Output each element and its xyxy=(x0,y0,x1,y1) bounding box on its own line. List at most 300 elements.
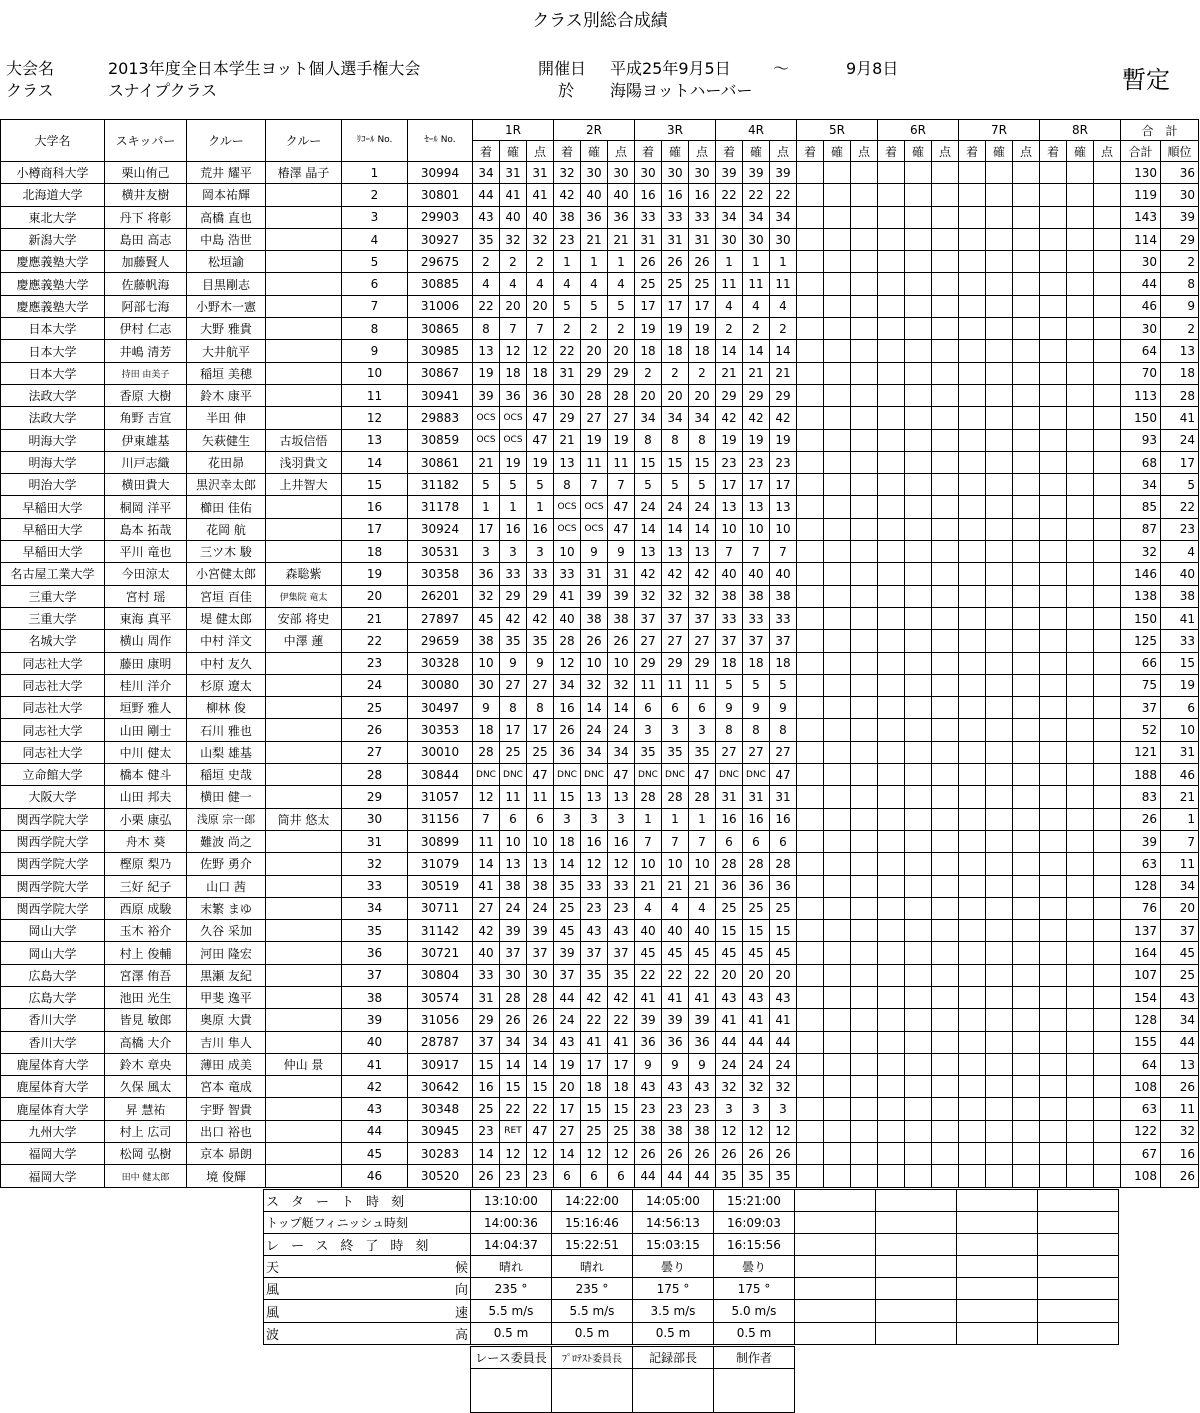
crew-cell: 高橋 直也 xyxy=(187,206,266,228)
race-score-cell xyxy=(905,563,932,585)
race-condition-value: 晴れ xyxy=(471,1256,552,1278)
race-score-cell: 19 xyxy=(743,429,770,451)
race-score-cell: 26 xyxy=(608,630,635,652)
race-condition-value: 175 ° xyxy=(714,1278,795,1300)
race-score-cell: 14 xyxy=(689,518,716,540)
race-score-cell: 4 xyxy=(608,273,635,295)
race-score-cell: 6 xyxy=(689,697,716,719)
table-row xyxy=(1,518,1199,540)
race-score-cell xyxy=(959,1076,986,1098)
race-score-cell xyxy=(824,786,851,808)
race-score-cell xyxy=(1094,1098,1121,1120)
race-score-cell: 10 xyxy=(527,830,554,852)
race-score-cell xyxy=(824,808,851,830)
date-separator: ～ xyxy=(773,59,790,78)
race-score-cell xyxy=(797,1143,824,1165)
race-score-cell xyxy=(1013,1143,1040,1165)
race-score-cell: 17 xyxy=(770,474,797,496)
race-score-cell xyxy=(986,362,1013,384)
race-score-cell: 7 xyxy=(743,541,770,563)
race-score-cell xyxy=(851,607,878,629)
race-score-cell xyxy=(878,429,905,451)
race-score-cell: 21 xyxy=(608,228,635,250)
race-score-cell: 11 xyxy=(635,674,662,696)
race-score-cell: OCS xyxy=(581,496,608,518)
race-score-cell: 18 xyxy=(473,719,500,741)
race-score-cell: 4 xyxy=(500,273,527,295)
race-score-cell xyxy=(905,1098,932,1120)
race-score-cell xyxy=(851,541,878,563)
race-score-cell: 2 xyxy=(473,251,500,273)
race-score-cell: 21 xyxy=(662,875,689,897)
sail-no-cell: 30801 xyxy=(408,184,473,206)
race-score-cell xyxy=(1067,607,1094,629)
race-score-cell xyxy=(1094,518,1121,540)
race-score-cell: 47 xyxy=(527,764,554,786)
sail-no-cell: 30358 xyxy=(408,563,473,585)
skipper-cell: 田中 健太郎 xyxy=(105,1165,187,1187)
race-score-cell: 20 xyxy=(743,964,770,986)
race-score-cell: 27 xyxy=(608,407,635,429)
crew-cell xyxy=(266,674,342,696)
race-score-cell xyxy=(1013,853,1040,875)
crew-cell xyxy=(266,920,342,942)
table-row xyxy=(1,563,1199,585)
race-score-cell xyxy=(797,897,824,919)
race-score-cell xyxy=(905,853,932,875)
signature-label-race-committee: レース委員長 xyxy=(471,1347,552,1369)
race-score-cell xyxy=(932,942,959,964)
race-score-cell: 17 xyxy=(581,1053,608,1075)
race-score-cell: 12 xyxy=(581,1143,608,1165)
total-cell: 154 xyxy=(1121,986,1161,1008)
crew-cell xyxy=(266,541,342,563)
race-score-cell: 37 xyxy=(473,1031,500,1053)
recall-no-cell: 24 xyxy=(342,674,408,696)
race-score-cell xyxy=(932,228,959,250)
race-score-cell: 1 xyxy=(581,251,608,273)
race-score-cell: 44 xyxy=(743,1031,770,1053)
race-score-cell xyxy=(1067,674,1094,696)
race-score-cell xyxy=(986,652,1013,674)
race-score-cell: DNC xyxy=(500,764,527,786)
race-score-cell xyxy=(797,1076,824,1098)
race-score-cell: 15 xyxy=(716,920,743,942)
race-score-cell: 12 xyxy=(608,1143,635,1165)
race-score-cell xyxy=(878,830,905,852)
race-condition-value: 0.5 m xyxy=(633,1322,714,1344)
race-score-cell xyxy=(959,251,986,273)
race-score-cell xyxy=(1013,897,1040,919)
race-score-cell: 28 xyxy=(500,986,527,1008)
skipper-cell: 玉木 裕介 xyxy=(105,920,187,942)
race-score-cell: 19 xyxy=(527,451,554,473)
race-score-cell: 37 xyxy=(554,964,581,986)
race-score-cell: 19 xyxy=(608,429,635,451)
race-score-cell xyxy=(1094,206,1121,228)
column-subheader: 点 xyxy=(1013,141,1040,162)
university-cell: 法政大学 xyxy=(1,384,105,406)
race-score-cell xyxy=(1067,429,1094,451)
race-score-cell xyxy=(905,362,932,384)
race-score-cell xyxy=(1067,340,1094,362)
race-condition-value: 15:21:00 xyxy=(714,1190,795,1212)
sail-no-cell: 29675 xyxy=(408,251,473,273)
race-score-cell xyxy=(797,986,824,1008)
rank-cell: 24 xyxy=(1161,429,1199,451)
race-score-cell: 16 xyxy=(554,697,581,719)
race-score-cell xyxy=(1067,1165,1094,1187)
rank-cell: 13 xyxy=(1161,340,1199,362)
race-score-cell: 45 xyxy=(554,920,581,942)
race-score-cell xyxy=(797,719,824,741)
table-row xyxy=(1,273,1199,295)
table-row xyxy=(1,1120,1199,1142)
race-score-cell xyxy=(878,942,905,964)
race-score-cell: 40 xyxy=(608,184,635,206)
signature-label-records: 記録部長 xyxy=(633,1347,714,1369)
table-row xyxy=(1,697,1199,719)
race-score-cell: 3 xyxy=(500,541,527,563)
race-score-cell xyxy=(1013,273,1040,295)
crew-cell: 河田 隆宏 xyxy=(187,942,266,964)
recall-no-cell: 16 xyxy=(342,496,408,518)
column-header-skipper: スキッパー xyxy=(105,120,187,162)
race-score-cell: 25 xyxy=(716,897,743,919)
table-row xyxy=(1,942,1199,964)
race-score-cell: 40 xyxy=(743,563,770,585)
total-cell: 188 xyxy=(1121,764,1161,786)
race-score-cell xyxy=(986,986,1013,1008)
race-score-cell xyxy=(878,184,905,206)
race-score-cell xyxy=(1094,920,1121,942)
race-score-cell: 13 xyxy=(635,541,662,563)
column-header-race: 5R xyxy=(797,120,878,141)
race-score-cell: 45 xyxy=(689,942,716,964)
race-score-cell: 16 xyxy=(500,518,527,540)
race-score-cell xyxy=(986,630,1013,652)
university-cell: 早稲田大学 xyxy=(1,541,105,563)
race-score-cell: 13 xyxy=(716,496,743,518)
race-score-cell xyxy=(878,1076,905,1098)
race-score-cell xyxy=(959,986,986,1008)
race-score-cell: DNC xyxy=(716,764,743,786)
event-label: 大会名 xyxy=(6,59,55,78)
column-subheader: 点 xyxy=(851,141,878,162)
race-score-cell: 43 xyxy=(473,206,500,228)
race-score-cell: 29 xyxy=(608,362,635,384)
race-score-cell: 17 xyxy=(689,295,716,317)
race-score-cell xyxy=(824,1165,851,1187)
race-score-cell xyxy=(1013,719,1040,741)
race-score-cell: 39 xyxy=(527,920,554,942)
race-score-cell: 7 xyxy=(500,318,527,340)
race-score-cell xyxy=(1040,875,1067,897)
crew-cell xyxy=(266,228,342,250)
race-score-cell xyxy=(1094,674,1121,696)
race-score-cell xyxy=(851,184,878,206)
race-condition-value: 0.5 m xyxy=(714,1322,795,1344)
crew-cell xyxy=(266,853,342,875)
race-score-cell xyxy=(878,875,905,897)
race-score-cell xyxy=(851,251,878,273)
race-score-cell xyxy=(797,362,824,384)
race-score-cell: 2 xyxy=(743,318,770,340)
sail-no-cell: 31182 xyxy=(408,474,473,496)
race-condition-value xyxy=(1038,1190,1119,1212)
race-score-cell: 38 xyxy=(635,1120,662,1142)
skipper-cell: 村上 広司 xyxy=(105,1120,187,1142)
race-score-cell xyxy=(1067,897,1094,919)
race-score-cell xyxy=(959,786,986,808)
race-score-cell xyxy=(986,1076,1013,1098)
race-score-cell: 21 xyxy=(473,451,500,473)
race-score-cell xyxy=(932,407,959,429)
race-score-cell xyxy=(878,986,905,1008)
column-header-crew: クルー xyxy=(266,120,342,162)
race-score-cell xyxy=(959,674,986,696)
race-score-cell: 18 xyxy=(662,340,689,362)
race-score-cell xyxy=(824,429,851,451)
race-score-cell: 38 xyxy=(554,206,581,228)
race-score-cell xyxy=(878,1053,905,1075)
crew-cell: 山口 茜 xyxy=(187,875,266,897)
recall-no-cell: 1 xyxy=(342,162,408,184)
sail-no-cell: 30867 xyxy=(408,362,473,384)
race-score-cell: 13 xyxy=(689,541,716,563)
race-score-cell xyxy=(932,518,959,540)
total-cell: 75 xyxy=(1121,674,1161,696)
race-score-cell: 9 xyxy=(689,1053,716,1075)
race-score-cell xyxy=(932,162,959,184)
race-score-cell xyxy=(824,585,851,607)
race-score-cell xyxy=(824,1143,851,1165)
race-score-cell: 10 xyxy=(743,518,770,540)
race-score-cell: 14 xyxy=(554,853,581,875)
race-score-cell xyxy=(1040,585,1067,607)
race-score-cell xyxy=(797,318,824,340)
race-score-cell: 39 xyxy=(608,585,635,607)
skipper-cell: 皆見 敏郎 xyxy=(105,1009,187,1031)
race-score-cell: 2 xyxy=(500,251,527,273)
sail-no-cell: 30497 xyxy=(408,697,473,719)
total-cell: 63 xyxy=(1121,853,1161,875)
race-score-cell xyxy=(986,897,1013,919)
race-score-cell: 25 xyxy=(608,1120,635,1142)
page-title: クラス別総合成績 xyxy=(532,11,668,31)
race-score-cell xyxy=(1040,1031,1067,1053)
race-condition-label-left: 風 xyxy=(266,1305,280,1321)
race-score-cell: 13 xyxy=(608,786,635,808)
crew-cell: 浅原 宗一郎 xyxy=(187,808,266,830)
race-condition-value xyxy=(1038,1256,1119,1278)
race-score-cell xyxy=(905,764,932,786)
race-score-cell xyxy=(1040,162,1067,184)
race-score-cell xyxy=(1094,474,1121,496)
race-score-cell: 13 xyxy=(581,786,608,808)
race-score-cell: 34 xyxy=(689,407,716,429)
race-score-cell: 36 xyxy=(500,384,527,406)
race-score-cell xyxy=(1067,630,1094,652)
sail-no-cell: 30859 xyxy=(408,429,473,451)
table-row xyxy=(1,251,1199,273)
race-score-cell: 22 xyxy=(743,184,770,206)
university-cell: 慶應義塾大学 xyxy=(1,273,105,295)
race-score-cell xyxy=(1040,652,1067,674)
race-score-cell xyxy=(1094,429,1121,451)
rank-cell: 32 xyxy=(1161,1120,1199,1142)
race-score-cell: 9 xyxy=(662,1053,689,1075)
race-score-cell: 35 xyxy=(689,741,716,763)
race-score-cell: 30 xyxy=(473,674,500,696)
sail-no-cell: 30080 xyxy=(408,674,473,696)
race-score-cell: 35 xyxy=(770,1165,797,1187)
race-score-cell xyxy=(824,853,851,875)
race-score-cell xyxy=(932,206,959,228)
crew-cell: 柳林 俊 xyxy=(187,697,266,719)
race-score-cell xyxy=(851,808,878,830)
rank-cell: 2 xyxy=(1161,251,1199,273)
race-conditions-table xyxy=(263,1189,1119,1345)
signature-box xyxy=(552,1369,633,1413)
race-score-cell: 9 xyxy=(635,1053,662,1075)
race-score-cell xyxy=(986,1009,1013,1031)
race-condition-row xyxy=(264,1190,1119,1212)
race-condition-value: 16:09:03 xyxy=(714,1212,795,1234)
race-score-cell: 20 xyxy=(689,384,716,406)
total-cell: 70 xyxy=(1121,362,1161,384)
race-score-cell: 15 xyxy=(527,1076,554,1098)
race-score-cell: 15 xyxy=(554,786,581,808)
race-score-cell: 5 xyxy=(770,674,797,696)
race-score-cell: 40 xyxy=(554,607,581,629)
race-score-cell: 44 xyxy=(473,184,500,206)
race-score-cell xyxy=(1067,786,1094,808)
race-score-cell: 14 xyxy=(608,697,635,719)
column-subheader: 着 xyxy=(959,141,986,162)
race-score-cell xyxy=(905,541,932,563)
race-score-cell: 23 xyxy=(743,451,770,473)
race-score-cell xyxy=(986,273,1013,295)
race-score-cell xyxy=(1013,607,1040,629)
race-score-cell xyxy=(959,942,986,964)
race-score-cell: 42 xyxy=(716,407,743,429)
race-score-cell: 18 xyxy=(716,652,743,674)
sail-no-cell: 31057 xyxy=(408,786,473,808)
race-score-cell xyxy=(878,318,905,340)
race-score-cell xyxy=(905,1053,932,1075)
race-score-cell: 7 xyxy=(716,541,743,563)
race-score-cell: 31 xyxy=(554,362,581,384)
race-score-cell: 4 xyxy=(743,295,770,317)
race-score-cell xyxy=(932,251,959,273)
table-row xyxy=(1,1165,1199,1187)
race-score-cell xyxy=(851,1009,878,1031)
race-score-cell: 47 xyxy=(608,518,635,540)
university-cell: 関西学院大学 xyxy=(1,830,105,852)
rank-cell: 45 xyxy=(1161,942,1199,964)
race-score-cell: 33 xyxy=(716,607,743,629)
race-score-cell xyxy=(905,295,932,317)
race-score-cell xyxy=(986,875,1013,897)
skipper-cell: 今田涼太 xyxy=(105,563,187,585)
crew-cell xyxy=(266,340,342,362)
race-score-cell xyxy=(797,273,824,295)
race-score-cell xyxy=(851,652,878,674)
rank-cell: 19 xyxy=(1161,674,1199,696)
race-score-cell: 16 xyxy=(635,184,662,206)
column-header-race: 6R xyxy=(878,120,959,141)
total-cell: 64 xyxy=(1121,340,1161,362)
crew-cell xyxy=(266,1009,342,1031)
race-score-cell xyxy=(1094,697,1121,719)
race-score-cell xyxy=(797,295,824,317)
race-score-cell: 44 xyxy=(662,1165,689,1187)
race-score-cell: 13 xyxy=(743,496,770,518)
race-condition-label-left: 風 xyxy=(266,1283,280,1299)
race-score-cell xyxy=(1094,340,1121,362)
column-header-university: 大学名 xyxy=(1,120,105,162)
race-score-cell: 40 xyxy=(635,920,662,942)
race-score-cell: DNC xyxy=(581,764,608,786)
race-score-cell xyxy=(959,1120,986,1142)
race-score-cell: 8 xyxy=(743,719,770,741)
race-score-cell: 10 xyxy=(581,652,608,674)
rank-cell: 1 xyxy=(1161,808,1199,830)
race-score-cell xyxy=(959,518,986,540)
race-score-cell: 23 xyxy=(608,897,635,919)
column-subheader: 着 xyxy=(473,141,500,162)
race-score-cell xyxy=(1013,295,1040,317)
race-score-cell: 5 xyxy=(554,295,581,317)
rank-cell: 23 xyxy=(1161,518,1199,540)
race-condition-label xyxy=(264,1278,471,1300)
race-score-cell: 26 xyxy=(743,1143,770,1165)
university-cell: 福岡大学 xyxy=(1,1165,105,1187)
race-score-cell xyxy=(878,563,905,585)
race-score-cell: 36 xyxy=(716,875,743,897)
race-score-cell xyxy=(986,674,1013,696)
race-score-cell: OCS xyxy=(473,407,500,429)
total-cell: 76 xyxy=(1121,897,1161,919)
race-score-cell: 47 xyxy=(770,764,797,786)
race-score-cell xyxy=(1094,897,1121,919)
race-score-cell xyxy=(1013,986,1040,1008)
crew-cell xyxy=(266,496,342,518)
race-score-cell: 6 xyxy=(743,830,770,852)
race-condition-row xyxy=(264,1322,1119,1344)
race-score-cell xyxy=(1040,719,1067,741)
crew-cell xyxy=(266,652,342,674)
race-score-cell xyxy=(986,563,1013,585)
race-score-cell: 17 xyxy=(473,518,500,540)
race-score-cell: 36 xyxy=(581,206,608,228)
race-score-cell: 19 xyxy=(500,451,527,473)
race-condition-value: 235 ° xyxy=(552,1278,633,1300)
race-condition-row xyxy=(264,1234,1119,1256)
total-cell: 108 xyxy=(1121,1165,1161,1187)
race-score-cell: 8 xyxy=(554,474,581,496)
university-cell: 鹿屋体育大学 xyxy=(1,1098,105,1120)
skipper-cell: 阿部七海 xyxy=(105,295,187,317)
race-score-cell xyxy=(905,184,932,206)
rank-cell: 22 xyxy=(1161,496,1199,518)
race-score-cell xyxy=(851,764,878,786)
race-score-cell xyxy=(797,1098,824,1120)
race-score-cell xyxy=(1040,184,1067,206)
race-condition-label-left: 波 xyxy=(266,1327,280,1343)
race-score-cell: 7 xyxy=(635,830,662,852)
